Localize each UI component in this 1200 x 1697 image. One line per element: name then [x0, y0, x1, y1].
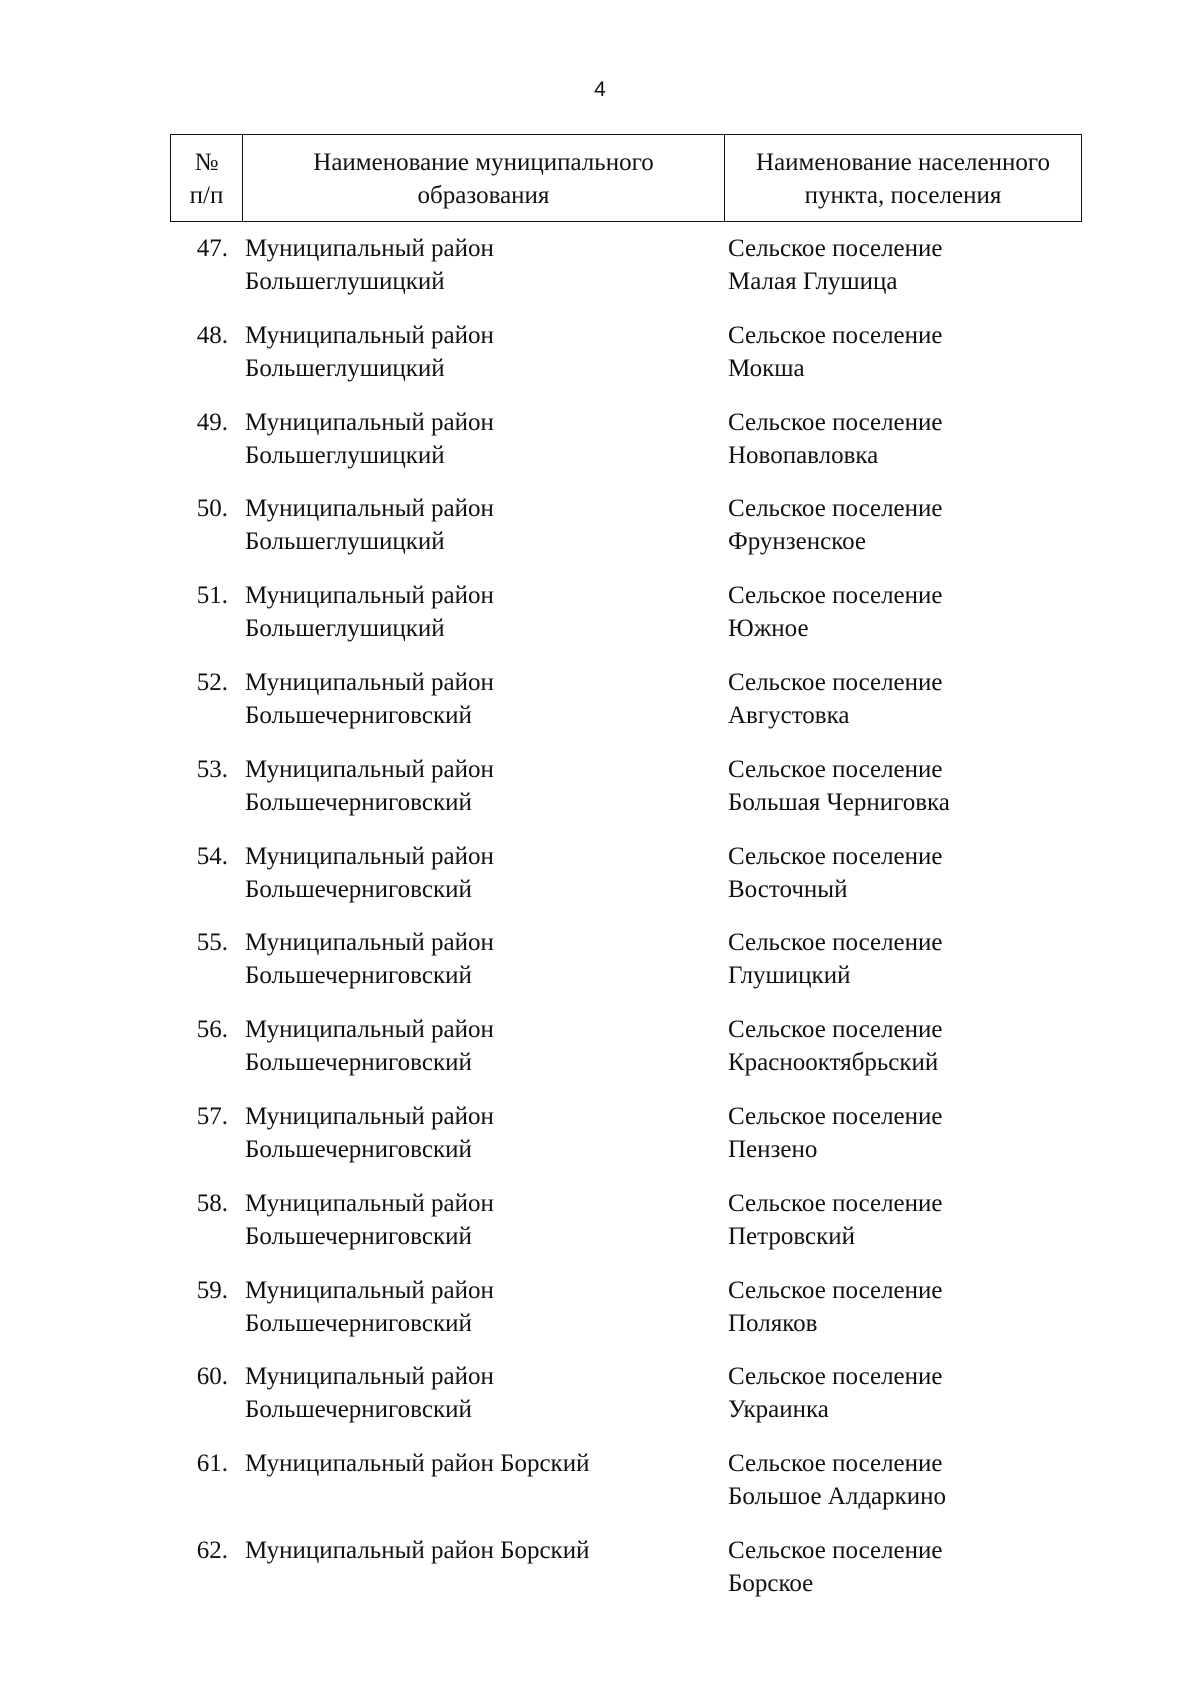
header-municipality-cell [243, 135, 725, 221]
municipality-line1: Муниципальный район [245, 842, 494, 870]
municipality-cell [245, 666, 715, 732]
row-number: 58. [196, 1189, 228, 1217]
municipality-line2: Большеглушицкий [245, 615, 445, 643]
table-row [0, 579, 1200, 651]
municipality-line1: Муниципальный район [245, 669, 494, 696]
settlement-line1: Сельское поселение [728, 929, 943, 957]
municipality-line2: Большеглушицкий [245, 268, 445, 295]
page-number: 4 [594, 78, 606, 101]
settlement-line2: Большое Алдаркино [728, 1483, 947, 1511]
municipality-cell [245, 1274, 715, 1340]
table-header [170, 134, 1082, 222]
municipality-cell [245, 1447, 715, 1480]
settlement-line2: Мокша [728, 354, 805, 382]
municipality-line1: Муниципальный район [245, 1103, 494, 1130]
row-number: 62. [196, 1537, 228, 1564]
municipality-line2: Большечерниговский [245, 788, 472, 816]
table-row [0, 1274, 1200, 1346]
settlement-cell [728, 1360, 1088, 1426]
row-number: 51. [196, 582, 228, 610]
settlement-line2: Восточный [728, 875, 848, 903]
header-settlement-line2: пункта, поселения [804, 182, 1002, 209]
municipality-line1: Муниципальный район [245, 321, 494, 349]
municipality-cell [245, 319, 715, 385]
settlement-line1: Сельское поселение [728, 1450, 943, 1478]
row-number: 49. [196, 408, 228, 436]
municipality-cell [245, 492, 715, 558]
row-number: 56. [196, 1016, 228, 1044]
settlement-line2: Южное [728, 615, 809, 643]
table-row [0, 232, 1200, 304]
settlement-line2: Краснооктябрьский [728, 1049, 939, 1077]
row-number: 55. [196, 929, 228, 957]
settlement-cell [728, 579, 1088, 645]
municipality-cell [245, 1187, 715, 1253]
header-municipality-line2: образования [417, 182, 550, 209]
settlement-cell [728, 840, 1088, 906]
settlement-line2: Новопавловка [728, 441, 879, 469]
table-row [0, 1447, 1200, 1519]
settlement-cell [728, 1447, 1088, 1513]
settlement-line1: Сельское поселение [728, 1189, 943, 1217]
settlement-cell [728, 926, 1088, 992]
row-number: 54. [196, 842, 228, 870]
settlement-line1: Сельское поселение [728, 669, 943, 696]
municipality-cell [245, 1534, 715, 1567]
municipality-line2: Большеглушицкий [245, 441, 445, 469]
settlement-line1: Сельское поселение [728, 1276, 943, 1304]
municipality-cell [245, 1360, 715, 1426]
table-row [0, 492, 1200, 564]
settlement-line1: Сельское поселение [728, 1103, 943, 1130]
header-municipality-line1: Наименование муниципального [313, 149, 654, 176]
header-number-line1: № [194, 149, 219, 176]
settlement-line1: Сельское поселение [728, 408, 943, 436]
settlement-line2: Глушицкий [728, 962, 851, 990]
municipality-cell [245, 232, 715, 298]
municipality-line2: Большечерниговский [245, 1222, 472, 1250]
municipality-cell [245, 1013, 715, 1079]
municipality-line1: Муниципальный район [245, 929, 494, 957]
row-number: 50. [196, 495, 228, 523]
table-row [0, 1187, 1200, 1259]
municipality-line2: Большечерниговский [245, 962, 472, 990]
municipality-line2: Большечерниговский [245, 875, 472, 903]
settlement-cell [728, 492, 1088, 558]
table-row [0, 1534, 1200, 1606]
settlement-cell [728, 1187, 1088, 1253]
table-row [0, 666, 1200, 738]
settlement-line2: Петровский [728, 1222, 856, 1250]
row-number: 59. [196, 1276, 228, 1304]
settlement-line2: Большая Черниговка [728, 788, 950, 816]
settlement-cell [728, 1274, 1088, 1340]
municipality-line1: Муниципальный район [245, 235, 494, 262]
table-row [0, 1100, 1200, 1172]
municipality-line2: Большечерниговский [245, 1309, 472, 1337]
row-number: 60. [196, 1363, 228, 1391]
municipality-line2: Большечерниговский [245, 1396, 472, 1424]
municipality-line2: Большеглушицкий [245, 354, 445, 382]
municipality-line1: Муниципальный район [245, 755, 494, 783]
table-row [0, 840, 1200, 912]
settlement-line1: Сельское поселение [728, 321, 943, 349]
settlement-line1: Сельское поселение [728, 842, 943, 870]
settlement-cell [728, 319, 1088, 385]
settlement-cell [728, 232, 1088, 298]
settlement-line2: Августовка [728, 702, 850, 729]
municipality-cell [245, 1100, 715, 1166]
settlement-cell [728, 1013, 1088, 1079]
header-settlement-line1: Наименование населенного [756, 149, 1050, 176]
municipality-line1: Муниципальный район [245, 1016, 494, 1044]
municipality-cell [245, 753, 715, 819]
municipality-line1: Муниципальный район [245, 1363, 494, 1391]
settlement-line1: Сельское поселение [728, 755, 943, 783]
settlement-line2: Поляков [728, 1309, 818, 1337]
settlement-line1: Сельское поселение [728, 1537, 943, 1564]
settlement-cell [728, 666, 1088, 732]
municipality-line1: Муниципальный район [245, 582, 494, 610]
table-row [0, 319, 1200, 391]
municipality-cell [245, 926, 715, 992]
settlement-line2: Пензено [728, 1136, 818, 1163]
settlement-line1: Сельское поселение [728, 495, 943, 523]
municipality-line2: Большечерниговский [245, 1049, 472, 1077]
settlement-line2: Малая Глушица [728, 268, 898, 295]
settlement-cell [728, 753, 1088, 819]
row-number: 47. [196, 235, 228, 262]
municipality-cell [245, 840, 715, 906]
table-row [0, 753, 1200, 825]
municipality-line1: Муниципальный район [245, 408, 494, 436]
municipality-line1: Муниципальный район [245, 1189, 494, 1217]
municipality-line1: Муниципальный район [245, 1276, 494, 1304]
municipality-cell [245, 579, 715, 645]
municipality-line1: Муниципальный район [245, 495, 494, 523]
header-settlement-cell [725, 135, 1081, 221]
settlement-line2: Борское [728, 1570, 814, 1597]
settlement-cell [728, 1100, 1088, 1166]
municipality-line2: Большеглушицкий [245, 528, 445, 556]
settlement-line1: Сельское поселение [728, 1363, 943, 1391]
settlement-line1: Сельское поселение [728, 235, 943, 262]
header-number-cell [171, 135, 243, 221]
municipality-line1: Муниципальный район Борский [245, 1537, 590, 1564]
table-row [0, 1013, 1200, 1085]
settlement-line2: Украинка [728, 1396, 829, 1424]
header-number-line2: п/п [189, 182, 224, 209]
municipality-line1: Муниципальный район Борский [245, 1450, 590, 1478]
row-number: 48. [196, 321, 228, 349]
table-row [0, 926, 1200, 998]
municipality-line2: Большечерниговский [245, 1136, 472, 1163]
settlement-cell [728, 1534, 1088, 1600]
municipality-line2: Большечерниговский [245, 702, 472, 729]
municipality-cell [245, 406, 715, 472]
row-number: 61. [196, 1450, 228, 1478]
row-number: 57. [196, 1103, 228, 1130]
row-number: 53. [196, 755, 228, 783]
table-row [0, 1360, 1200, 1432]
row-number: 52. [196, 669, 228, 696]
table-row [0, 406, 1200, 478]
settlement-line2: Фрунзенское [728, 528, 867, 556]
settlement-cell [728, 406, 1088, 472]
settlement-line1: Сельское поселение [728, 582, 943, 610]
settlement-line1: Сельское поселение [728, 1016, 943, 1044]
